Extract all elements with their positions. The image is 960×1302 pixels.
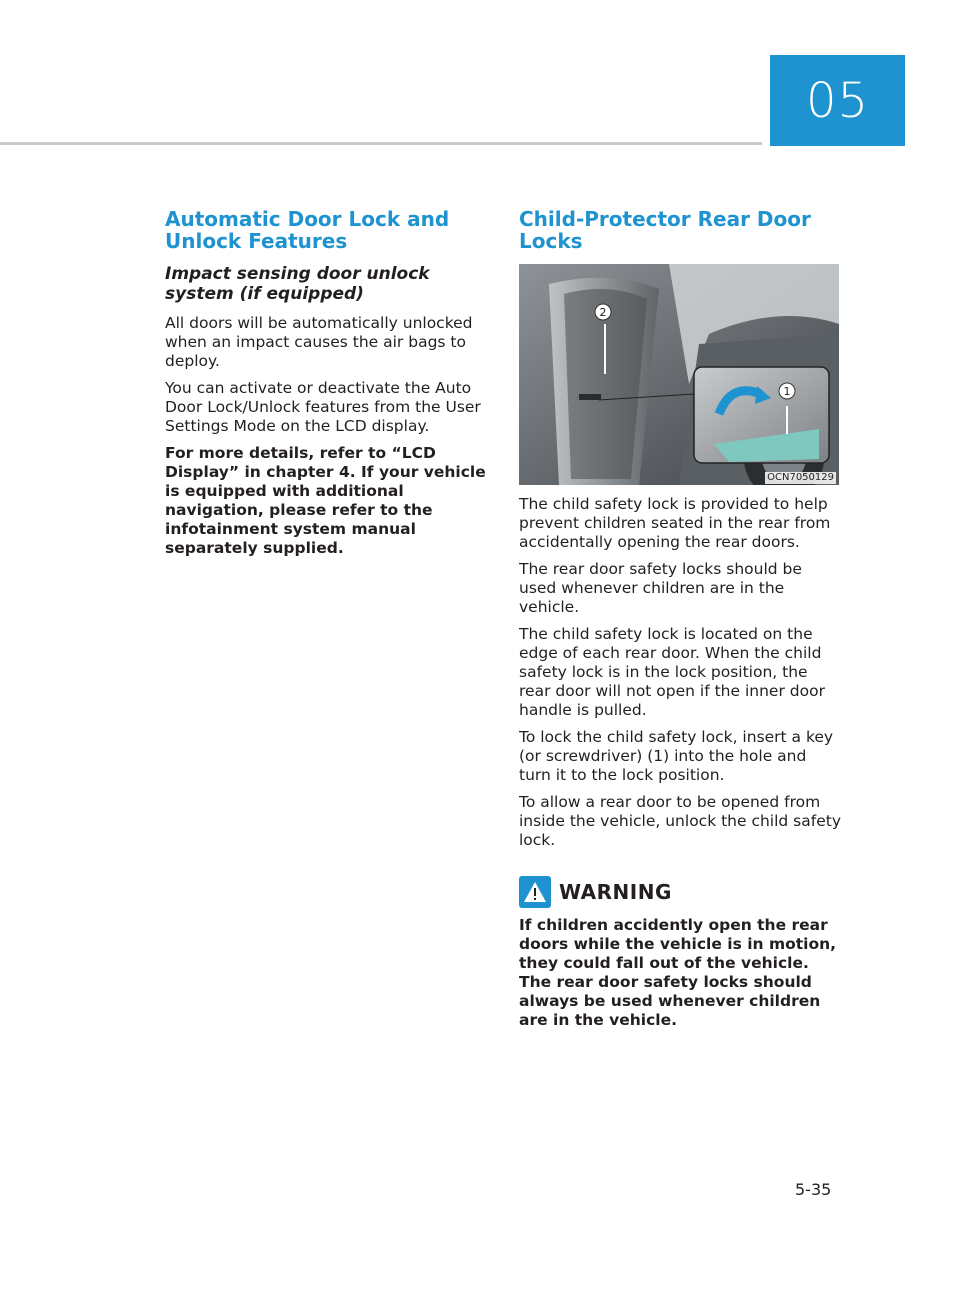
- car-door-photo: [519, 264, 839, 485]
- paragraph: The rear door safety locks should be used whenever children are in the vehicle.: [519, 560, 802, 616]
- warning-header: [519, 876, 841, 908]
- paragraph: To lock the child safety lock, insert a key (or screwdriver) (1) into the hole and turn it to the lock position.: [519, 728, 834, 784]
- paragraph: You can activate or deactivate the Auto Door Lock/Unlock features from the User Settings Mode on the LCD display.: [165, 379, 481, 435]
- subsection-title-impact-sensing: Impact sensing door unlock system (if equipped): [165, 264, 430, 304]
- warning-label: WARNING: [559, 880, 672, 904]
- right-column: [519, 208, 841, 1030]
- paragraph: The child safety lock is provided to help prevent children seated in the rear from accidentally opening the rear doors.: [519, 495, 831, 551]
- page-number: 5-35: [795, 1180, 832, 1199]
- chapter-tab: [770, 55, 905, 146]
- paragraph: All doors will be automatically unlocked when an impact causes the air bags to deploy.: [165, 314, 473, 370]
- left-column: [165, 208, 490, 566]
- figure-code: OCN7050129: [767, 472, 834, 483]
- header-rule: [0, 142, 762, 145]
- callout-1: 1: [783, 385, 791, 398]
- chapter-number: 05: [805, 72, 870, 129]
- section-title-auto-door-lock: Automatic Door Lock and Unlock Features: [165, 207, 450, 253]
- warning-triangle-icon: [519, 876, 551, 908]
- paragraph: To allow a rear door to be opened from inside the vehicle, unlock the child safety lock.: [519, 793, 842, 849]
- child-lock-illustration: [519, 264, 839, 485]
- warning-text: If children accidently open the rear doors while the vehicle is in motion, they could fall out of the vehicle. The rear door safety locks should always be used whenever children are in the vehicle.: [519, 916, 837, 1029]
- section-title-child-protector: Child-Protector Rear Door Locks: [519, 207, 811, 253]
- callout-2: 2: [599, 306, 607, 319]
- reference-note: For more details, refer to “LCD Display” in chapter 4. If your vehicle is equipped with additional navigation, please refer to the infotainment system manual separately supplied.: [165, 444, 486, 557]
- paragraph: The child safety lock is located on the edge of each rear door. When the child safety lock is in the lock position, the rear door will not open if the inner door handle is pulled.: [519, 625, 825, 719]
